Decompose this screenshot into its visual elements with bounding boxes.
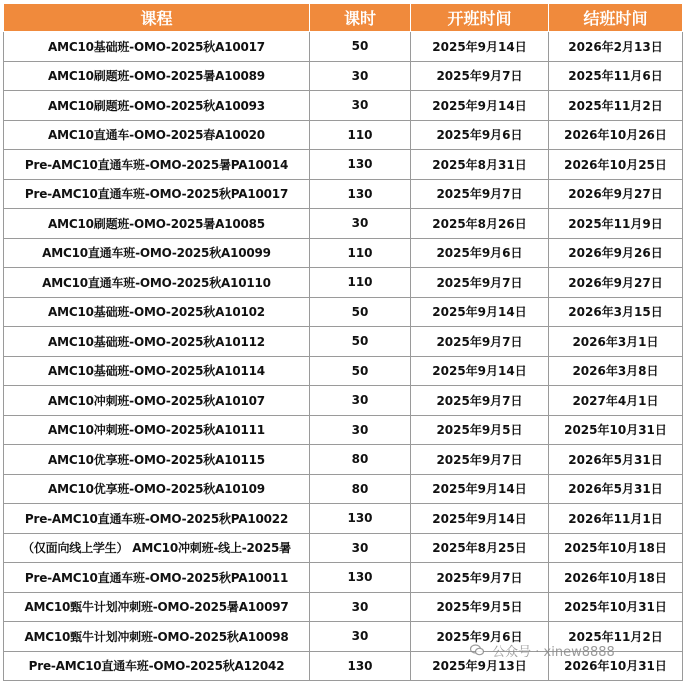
cell-end-date: 2026年5月31日 [549,474,683,504]
cell-start-date: 2025年8月31日 [411,150,549,180]
table-row [4,415,683,445]
cell-start-date: 2025年9月14日 [411,32,549,62]
cell-course-name: AMC10基础班-OMO-2025秋A10112 [4,327,310,357]
cell-start-date: 2025年9月7日 [411,179,549,209]
table-row [4,504,683,534]
cell-start-date: 2025年9月14日 [411,356,549,386]
header-start-date: 开班时间 [411,4,549,32]
cell-course-name: AMC10甄牛计划冲刺班-OMO-2025暑A10097 [4,592,310,622]
cell-start-date: 2025年9月14日 [411,91,549,121]
cell-end-date: 2026年2月13日 [549,32,683,62]
cell-end-date: 2026年11月1日 [549,504,683,534]
cell-hours: 110 [310,268,411,298]
cell-hours: 110 [310,120,411,150]
cell-end-date: 2026年3月8日 [549,356,683,386]
cell-hours: 50 [310,297,411,327]
header-hours: 课时 [310,4,411,32]
cell-start-date: 2025年9月7日 [411,327,549,357]
cell-end-date: 2026年9月27日 [549,268,683,298]
cell-hours: 80 [310,474,411,504]
table-row [4,474,683,504]
cell-hours: 30 [310,61,411,91]
cell-end-date: 2026年10月18日 [549,563,683,593]
cell-hours: 110 [310,238,411,268]
cell-end-date: 2025年10月31日 [549,415,683,445]
cell-course-name: AMC10刷题班-OMO-2025暑A10085 [4,209,310,239]
table-row [4,563,683,593]
cell-start-date: 2025年9月14日 [411,297,549,327]
table-row [4,209,683,239]
cell-end-date: 2026年9月27日 [549,179,683,209]
header-row [4,4,683,32]
cell-end-date: 2026年10月25日 [549,150,683,180]
cell-hours: 130 [310,651,411,681]
cell-start-date: 2025年9月7日 [411,386,549,416]
cell-hours: 130 [310,563,411,593]
cell-hours: 80 [310,445,411,475]
table-row [4,445,683,475]
cell-hours: 30 [310,592,411,622]
cell-course-name: AMC10基础班-OMO-2025秋A10102 [4,297,310,327]
cell-start-date: 2025年9月5日 [411,592,549,622]
table-row [4,327,683,357]
table-row [4,120,683,150]
header-end-date: 结班时间 [549,4,683,32]
cell-course-name: AMC10刷题班-OMO-2025秋A10093 [4,91,310,121]
cell-end-date: 2025年11月2日 [549,91,683,121]
table-row [4,533,683,563]
table-row [4,386,683,416]
cell-end-date: 2025年11月9日 [549,209,683,239]
cell-course-name: AMC10优享班-OMO-2025秋A10115 [4,445,310,475]
cell-end-date: 2026年5月31日 [549,445,683,475]
cell-hours: 30 [310,415,411,445]
cell-end-date: 2027年4月1日 [549,386,683,416]
cell-start-date: 2025年9月6日 [411,238,549,268]
cell-hours: 30 [310,533,411,563]
table-row [4,91,683,121]
cell-course-name: AMC10直通车班-OMO-2025秋A10099 [4,238,310,268]
cell-start-date: 2025年9月7日 [411,268,549,298]
cell-course-name: Pre-AMC10直通车班-OMO-2025秋A12042 [4,651,310,681]
cell-course-name: Pre-AMC10直通车班-OMO-2025秋PA10011 [4,563,310,593]
cell-start-date: 2025年9月5日 [411,415,549,445]
cell-course-name: AMC10直通车-OMO-2025春A10020 [4,120,310,150]
cell-start-date: 2025年9月6日 [411,622,549,652]
cell-hours: 130 [310,504,411,534]
cell-start-date: 2025年9月7日 [411,563,549,593]
cell-course-name: AMC10冲刺班-OMO-2025秋A10111 [4,415,310,445]
table-row [4,61,683,91]
cell-hours: 130 [310,150,411,180]
cell-start-date: 2025年9月6日 [411,120,549,150]
cell-end-date: 2025年10月31日 [549,592,683,622]
table-row [4,356,683,386]
course-schedule-table [3,3,683,681]
cell-course-name: AMC10冲刺班-OMO-2025秋A10107 [4,386,310,416]
cell-hours: 30 [310,622,411,652]
table-row [4,150,683,180]
cell-course-name: Pre-AMC10直通车班-OMO-2025暑PA10014 [4,150,310,180]
cell-end-date: 2025年11月6日 [549,61,683,91]
cell-hours: 50 [310,327,411,357]
watermark-text: 公众号 · xinew8888 [492,645,615,660]
cell-hours: 30 [310,386,411,416]
cell-end-date: 2025年10月18日 [549,533,683,563]
cell-course-name: AMC10基础班-OMO-2025秋A10017 [4,32,310,62]
table-row [4,179,683,209]
watermark [470,641,615,660]
cell-end-date: 2025年11月2日 [549,622,683,652]
cell-hours: 130 [310,179,411,209]
cell-end-date: 2026年3月1日 [549,327,683,357]
table-body [4,32,683,681]
cell-course-name: AMC10直通车班-OMO-2025秋A10110 [4,268,310,298]
cell-hours: 50 [310,32,411,62]
table-row [4,32,683,62]
table-row [4,297,683,327]
cell-course-name: Pre-AMC10直通车班-OMO-2025秋PA10022 [4,504,310,534]
cell-end-date: 2026年10月26日 [549,120,683,150]
cell-end-date: 2026年3月15日 [549,297,683,327]
cell-hours: 30 [310,209,411,239]
table-row [4,238,683,268]
cell-course-name: Pre-AMC10直通车班-OMO-2025秋PA10017 [4,179,310,209]
cell-course-name: （仅面向线上学生） AMC10冲刺班-线上-2025暑 [4,533,310,563]
cell-end-date: 2026年10月31日 [549,651,683,681]
wechat-icon [470,644,484,660]
cell-hours: 30 [310,91,411,121]
cell-start-date: 2025年9月7日 [411,61,549,91]
cell-start-date: 2025年9月14日 [411,504,549,534]
cell-end-date: 2026年9月26日 [549,238,683,268]
cell-course-name: AMC10基础班-OMO-2025秋A10114 [4,356,310,386]
cell-course-name: AMC10刷题班-OMO-2025暑A10089 [4,61,310,91]
table-row [4,268,683,298]
header-course: 课程 [4,4,310,32]
cell-start-date: 2025年9月7日 [411,445,549,475]
cell-course-name: AMC10甄牛计划冲刺班-OMO-2025秋A10098 [4,622,310,652]
table-row [4,592,683,622]
cell-course-name: AMC10优享班-OMO-2025秋A10109 [4,474,310,504]
cell-start-date: 2025年8月25日 [411,533,549,563]
cell-start-date: 2025年9月13日 [411,651,549,681]
cell-start-date: 2025年8月26日 [411,209,549,239]
cell-hours: 50 [310,356,411,386]
cell-start-date: 2025年9月14日 [411,474,549,504]
